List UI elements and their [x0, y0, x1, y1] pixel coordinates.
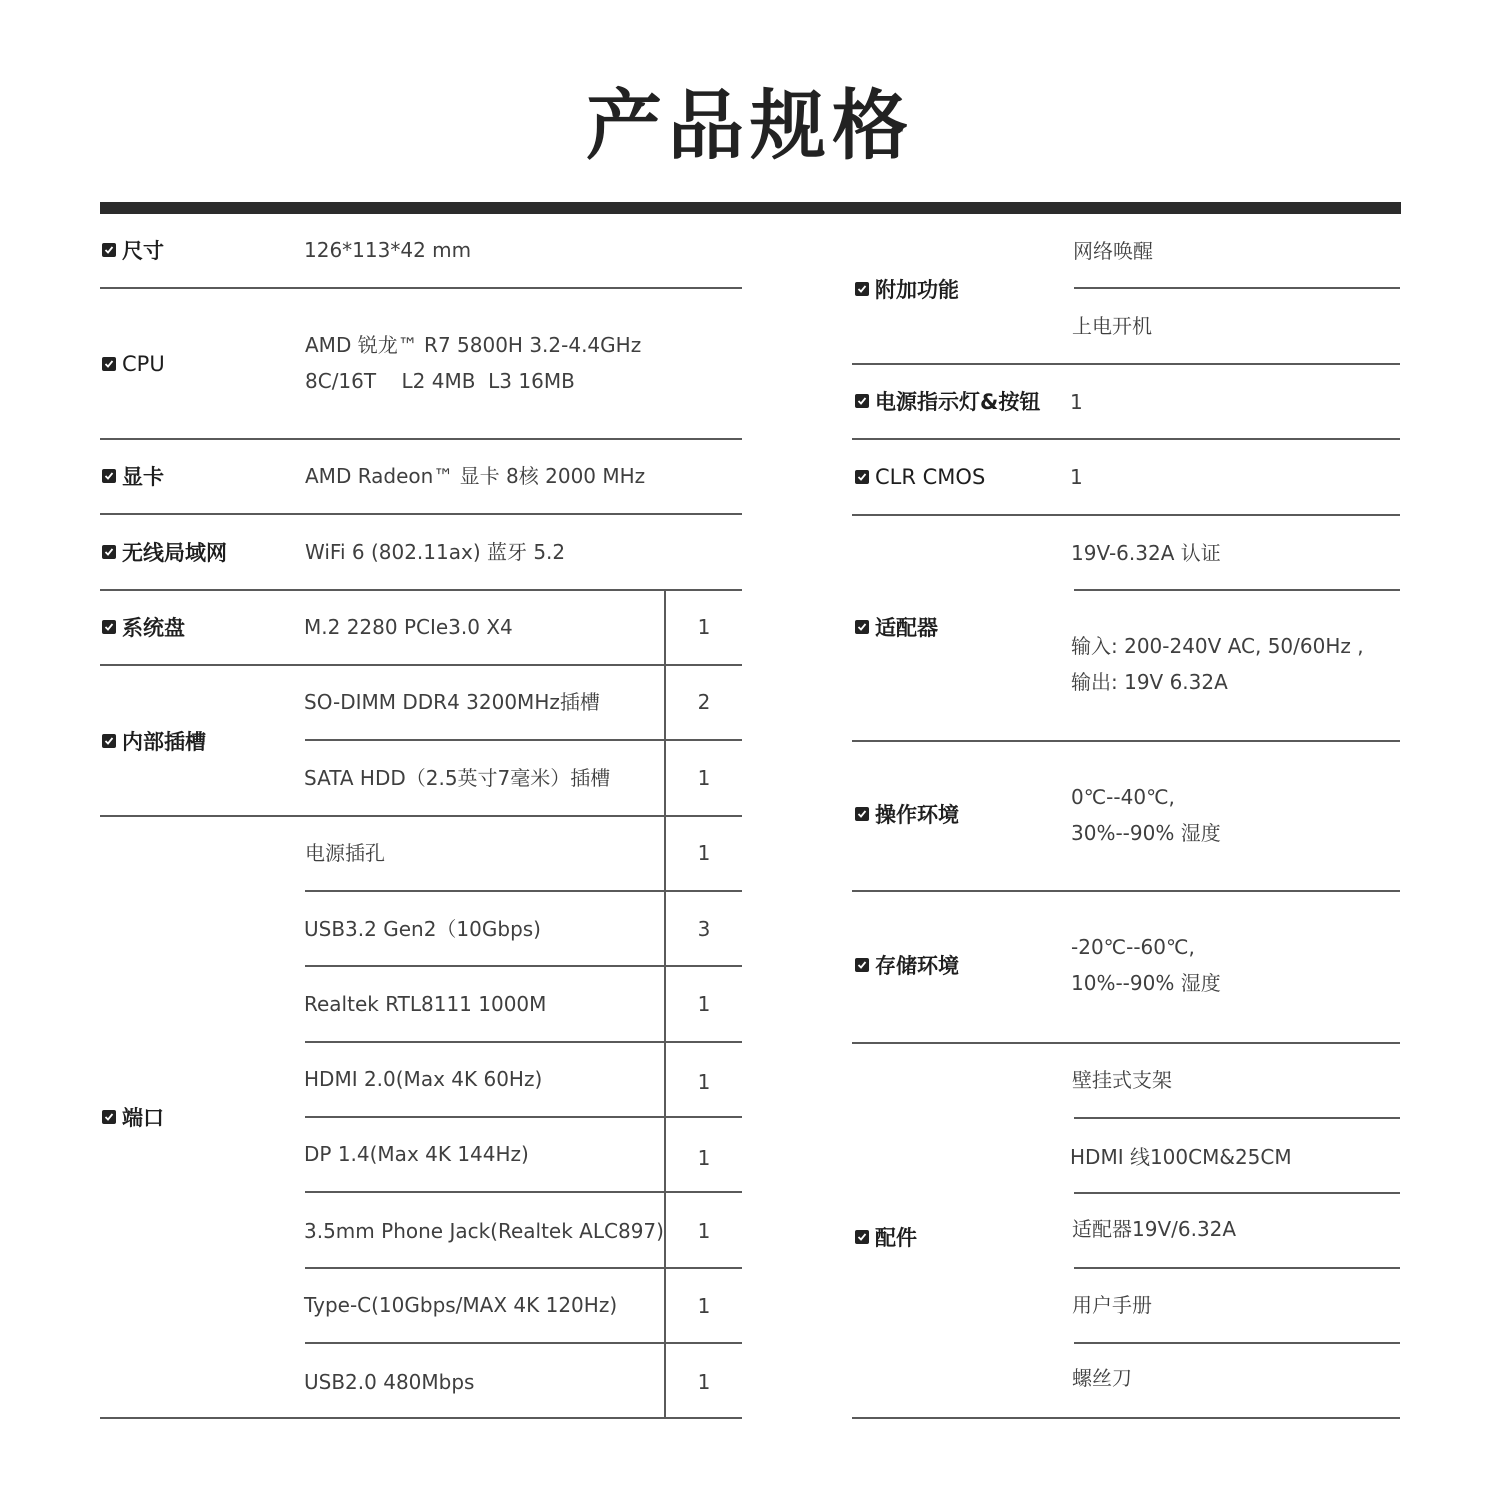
checkbox-icon [102, 545, 116, 559]
spec-value-operating-env [1071, 779, 1221, 851]
port-item-name: HDMI 2.0(Max 4K 60Hz) [304, 1067, 543, 1091]
port-item-count: 1 [697, 1294, 711, 1318]
spec-label-ports: 端口 [102, 1097, 164, 1137]
port-item-name: DP 1.4(Max 4K 144Hz) [304, 1142, 529, 1166]
spec-value-system-disk: M.2 2280 PCIe3.0 X4 [304, 615, 513, 639]
checkbox-icon [102, 734, 116, 748]
divider [1074, 1192, 1400, 1194]
spec-value-size: 126*113*42 mm [304, 238, 472, 262]
spec-value-gpu: AMD Radeon™ 显卡 8核 2000 MHz [305, 464, 646, 488]
slot-item-name: SO-DIMM DDR4 3200MHz插槽 [304, 690, 600, 714]
operating-humidity: 30%--90% 湿度 [1071, 821, 1221, 845]
adapter-io [1071, 628, 1364, 700]
cpu-line: 8C/16T L2 4MB L3 16MB [305, 369, 575, 393]
operating-temp: 0℃--40℃, [1071, 785, 1175, 809]
port-item-name: Realtek RTL8111 1000M [304, 992, 547, 1016]
port-item-name: USB2.0 480Mbps [304, 1370, 475, 1394]
divider [100, 513, 742, 515]
divider [305, 1342, 742, 1344]
spec-label-storage-env: 存储环境 [855, 945, 959, 985]
checkbox-icon [855, 807, 869, 821]
spec-label-internal-slots: 内部插槽 [102, 721, 206, 761]
divider [1074, 287, 1400, 289]
slot-item-count: 2 [697, 690, 711, 714]
divider [100, 1417, 742, 1419]
port-item-count: 1 [697, 1219, 711, 1243]
port-item-count: 1 [697, 1146, 711, 1170]
spec-value-cpu [305, 327, 641, 399]
checkbox-icon [855, 1230, 869, 1244]
port-item-count: 1 [697, 1070, 711, 1094]
accessory-item: 壁挂式支架 [1072, 1068, 1172, 1092]
divider [100, 664, 742, 666]
divider [852, 1417, 1400, 1419]
page-title: 产品规格 [586, 81, 914, 170]
checkbox-icon [855, 394, 869, 408]
port-item-name: USB3.2 Gen2（10Gbps) [304, 917, 541, 941]
port-item-name: 电源插孔 [305, 841, 385, 865]
spec-label-power-led: 电源指示灯&按钮 [855, 381, 1040, 421]
slot-item-count: 1 [697, 766, 711, 790]
divider [852, 740, 1400, 742]
divider [305, 1041, 742, 1043]
adapter-input: 输入: 200-240V AC, 50/60Hz , [1071, 634, 1364, 658]
divider [852, 514, 1400, 516]
divider [852, 890, 1400, 892]
checkbox-icon [102, 243, 116, 257]
divider [852, 438, 1400, 440]
port-item-name: Type-C(10Gbps/MAX 4K 120Hz) [304, 1293, 618, 1317]
slot-item-name: SATA HDD（2.5英寸7毫米）插槽 [304, 766, 611, 790]
divider [305, 1267, 742, 1269]
spec-label-accessories: 配件 [855, 1217, 917, 1257]
divider [1074, 1342, 1400, 1344]
port-item-name: 3.5mm Phone Jack(Realtek ALC897) [304, 1219, 664, 1243]
checkbox-icon [855, 470, 869, 484]
divider [100, 438, 742, 440]
checkbox-icon [855, 620, 869, 634]
spec-value-wlan: WiFi 6 (802.11ax) 蓝牙 5.2 [305, 540, 566, 564]
header-bar [100, 202, 1401, 214]
storage-temp: -20℃--60℃, [1071, 935, 1195, 959]
divider [305, 1116, 742, 1118]
spec-value-power-led: 1 [1070, 390, 1083, 414]
checkbox-icon [102, 469, 116, 483]
spec-label-gpu: 显卡 [102, 456, 164, 496]
spec-label-wlan: 无线局域网 [102, 532, 227, 572]
divider [305, 739, 742, 741]
checkbox-icon [102, 620, 116, 634]
divider [852, 1042, 1400, 1044]
divider [305, 965, 742, 967]
divider [1074, 1267, 1400, 1269]
divider [100, 287, 742, 289]
spec-value-clr-cmos: 1 [1070, 465, 1083, 489]
accessory-item: 适配器19V/6.32A [1072, 1217, 1237, 1241]
divider [100, 815, 742, 817]
divider [1074, 1117, 1400, 1119]
spec-label-cpu: CPU [102, 344, 165, 384]
divider [1074, 589, 1400, 591]
divider [305, 890, 742, 892]
spec-label-clr-cmos: CLR CMOS [855, 457, 985, 497]
checkbox-icon [102, 1110, 116, 1124]
checkbox-icon [102, 357, 116, 371]
divider [852, 363, 1400, 365]
spec-label-size: 尺寸 [102, 230, 164, 270]
extra-function-item: 上电开机 [1072, 314, 1152, 338]
extra-function-item: 网络唤醒 [1073, 239, 1153, 263]
adapter-output: 输出: 19V 6.32A [1071, 670, 1228, 694]
accessory-item: 螺丝刀 [1072, 1366, 1132, 1390]
spec-label-adapter: 适配器 [855, 607, 938, 647]
port-item-count: 1 [697, 841, 711, 865]
spec-count-system-disk: 1 [697, 615, 711, 639]
divider [305, 1191, 742, 1193]
spec-label-extra-functions: 附加功能 [855, 269, 959, 309]
checkbox-icon [855, 958, 869, 972]
port-item-count: 3 [697, 917, 711, 941]
port-item-count: 1 [697, 992, 711, 1016]
accessory-item: 用户手册 [1072, 1293, 1152, 1317]
spec-label-operating-env: 操作环境 [855, 794, 959, 834]
port-item-count: 1 [697, 1370, 711, 1394]
cpu-line: AMD 锐龙™ R7 5800H 3.2-4.4GHz [305, 333, 642, 357]
accessory-item: HDMI 线100CM&25CM [1070, 1145, 1292, 1169]
checkbox-icon [855, 282, 869, 296]
storage-humidity: 10%--90% 湿度 [1071, 971, 1221, 995]
adapter-cert: 19V-6.32A 认证 [1071, 541, 1221, 565]
spec-label-system-disk: 系统盘 [102, 607, 185, 647]
spec-value-storage-env [1071, 929, 1221, 1001]
divider [100, 589, 742, 591]
